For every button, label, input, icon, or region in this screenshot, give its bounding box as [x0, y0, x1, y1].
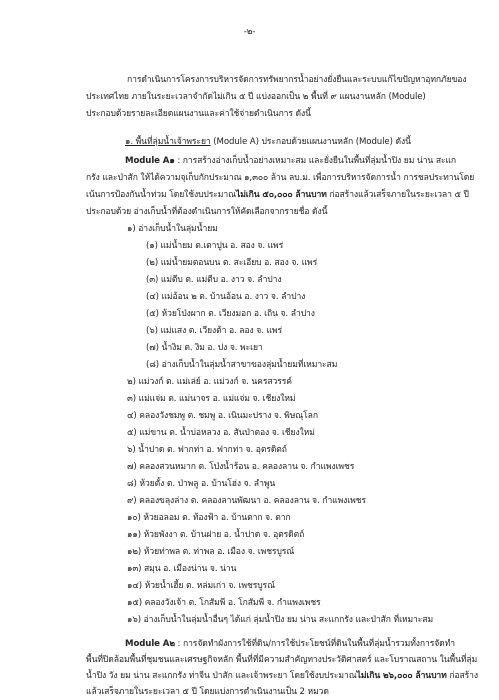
intro-line-2: ประเทศไทย ภายในระยะเวลาจำกัดไม่เกิน ๕ ปี แบ่งออกเป็น ๒ พื้นที่ ๙ แผนงานหลัก (Module) [86, 92, 426, 102]
list-item: ๖) น้ำปาด ต. ฟากท่า อ. ฟากท่า จ. อุตรดิตถ์ [127, 445, 287, 455]
list-item: ๑๓) สมุน อ. เมืองน่าน จ. น่าน [127, 564, 237, 574]
list-item: (๒) แม่น้ำยมตอนบน ต. สะเอียบ อ. สอง จ. แพร่ [146, 258, 318, 268]
module-a2-budget: ไม่เกิน ๒๖,๐๐๐ ล้านบาท [356, 671, 447, 681]
intro-line-3: ประกอบด้วยรายละเอียดแผนงานและค่าใช้จ่ายดำเนินการ ดังนี้ [86, 109, 311, 119]
module-a1-line-2: กรัง และป่าสัก ให้ได้ความจุเก็บกักประมาณ ๑,๓๐๐ ล้าน ลบ.ม. เพื่อการบริหารจัดการน้ำ การชลประทานโดย [86, 173, 475, 183]
module-a1-line-1 [125, 155, 456, 167]
module-a2-line-3c: ก่อสร้าง [446, 671, 478, 681]
module-a2-line-2: พื้นที่ปิดล้อมพื้นที่ชุมชนและเศรษฐกิจหลัก พื้นที่ที่มีความสำคัญทางประวัติศาสตร์ และโบราณสถาน ในพื้นที่ลุ่ม [86, 655, 478, 665]
list-item: (๖) แม่แสง ต. เวียงต้า อ. ลอง จ. แพร่ [146, 326, 282, 336]
list-item: ๓) แม่แจ่ม ต. แม่นาจร อ. แม่แจ่ม จ. เชียงใหม่ [127, 394, 296, 404]
module-a1-line-3c: ก่อสร้างแล้วเสร็จภายในระยะเวลา ๕ ปี [326, 190, 469, 200]
module-a1-line-4: ประกอบด้วย อ่างเก็บน้ำที่ต้องดำเนินการให้คัดเลือกจากรายชื่อ ดังนี้ [86, 207, 328, 217]
list-item: (๑) แม่น้ำยม ต.เตาปูน อ. สอง จ. แพร่ [146, 241, 284, 251]
list-item: (๗) น้ำงิม ต. งิม อ. ปง จ. พะเยา [146, 343, 263, 353]
list-item: ๑๕) คลองวังเจ้า ต. โกสัมพี อ. โกสัมพี จ. กำแพงเพชร [127, 598, 321, 608]
section-1-heading-underlined: ๑. พื้นที่ลุ่มน้ำเจ้าพระยา [125, 137, 211, 147]
module-a2-line-1 [125, 638, 455, 650]
module-a1-text: : การสร้างอ่างเก็บน้ำอย่างเหมาะสม และยั่งยืนในพื้นที่ลุ่มน้ำปิง ยม น่าน สะแก [174, 156, 457, 166]
section-1-heading-rest: (Module A) ประกอบด้วยแผนงานหลัก (Module) ดังนี้ [210, 137, 411, 147]
module-a1-label: Module A๑ [125, 156, 175, 166]
list-item: ๕) แม่ขาน ต. น้ำบ่อหลวง อ. สันป่าตอง จ. เชียงใหม่ [127, 428, 315, 438]
module-a2-line-4: แล้วเสร็จภายในระยะเวลา ๕ ปี โดยแบ่งการดำเนินงานเป็น 2 หมวด [86, 687, 329, 697]
page-number: -๒- [243, 27, 256, 37]
list-item: ๒) แม่วงก์ ต. แม่เล่ย์ อ. แม่วงก์ จ. นครสวรรค์ [127, 377, 292, 387]
list-item: ๑๑) ห้วยพังงา ต. บ้านฝาย อ. น้ำปาด จ. อุตรดิตถ์ [127, 530, 305, 540]
intro-line-1: การดำเนินการโครงการบริหารจัดการทรัพยากรน้ำอย่างยั่งยืนและระบบแก้ไขปัญหาอุทกภัยของ [127, 75, 467, 85]
module-a1-line-3a: เน้นการป้องกันน้ำท่วม โดยใช้งบประมาณ [86, 190, 236, 200]
list-item: ๑๒) ห้วยท่าพล ต. ท่าพล อ. เมือง จ. เพชรบูรณ์ [127, 547, 295, 557]
list-item: ๑) อ่างเก็บน้ำในลุ่มน้ำยม [127, 224, 218, 234]
list-item: (๕) ห้วยโป่งผาก ต. เวียงมอก อ. เถิน จ. ลำปาง [146, 309, 315, 319]
list-item: ๔) คลองวังชมพู ต. ชมพู อ. เนินมะปราง จ. พิษณุโลก [127, 411, 318, 421]
list-item: (๓) แม่ตีบ ต. แม่ตีบ อ. งาว จ. ลำปาง [146, 275, 282, 285]
module-a2-line-3a: น้ำปิง วัง ยม น่าน สะแกกรัง ท่าจีน ป่าสัก และเจ้าพระยา โดยใช้งบประมาณ [86, 671, 357, 681]
list-item: ๑๖) อ่างเก็บน้ำในลุ่มน้ำอื่นๆ ได้แก่ ลุ่มน้ำปิง ยม น่าน สะแกกรัง และป่าสัก ที่เหมาะสม [127, 615, 434, 625]
module-a2-line-3 [86, 670, 478, 682]
list-item: (๘) อ่างเก็บน้ำในลุ่มน้ำสาขาของลุ่มน้ำยมที่เหมาะสม [146, 360, 338, 370]
list-item: (๔) แม่อ้อน ๒ ต. บ้านอ้อน อ. งาว จ. ลำปาง [146, 292, 306, 302]
list-item: ๗) คลองสวนหมาก ต. โป่งน้ำร้อน อ. คลองลาน จ. กำแพงเพชร [127, 462, 355, 472]
list-item: ๑๐) ห้วยอลอม ต. ท้องฟ้า อ. บ้านตาก จ. ตาก [127, 513, 291, 523]
list-item: ๙) คลองขลุงล่าง ต. คลองลานพัฒนา อ. คลองลาน จ. กำแพงเพชร [127, 496, 366, 506]
module-a2-text: : การจัดทำผังการใช้ที่ดิน/การใช้ประโยชน์ที่ดินในพื้นที่ลุ่มน้ำรวมทั้งการจัดทำ [174, 639, 456, 649]
list-item: ๘) ห้วยตั้ง ต. ป่าพลู อ. บ้านโฮ่ง จ. ลำพูน [127, 479, 276, 489]
section-1-heading [125, 136, 411, 148]
list-item: ๑๔) ห้วยน้ำเฮี้ย ต. หล่มเก่า จ. เพชรบูรณ์ [127, 581, 275, 591]
module-a1-line-3 [86, 189, 469, 201]
module-a1-budget: ไม่เกิน ๕๐,๐๐๐ ล้านบาท [235, 190, 327, 200]
module-a2-label: Module A๒ [125, 639, 175, 649]
